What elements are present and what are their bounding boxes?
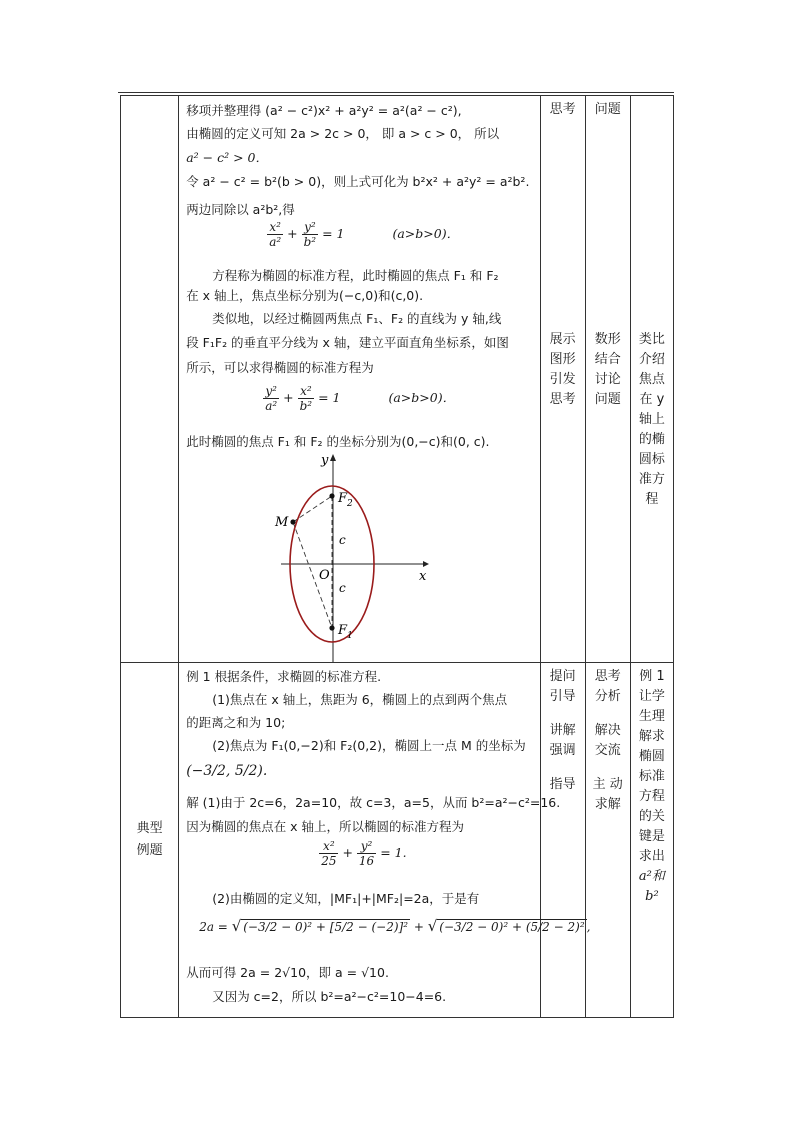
teacher-activity: 讲解 [549, 723, 576, 738]
text-line: 段 F₁F₂ 的垂直平分线为 x 轴，建立平面直角坐标系，如图 [186, 335, 509, 350]
point-m-coordinates: (−3/2, 5/2). [186, 763, 268, 779]
intent-text: 生理 [638, 709, 665, 724]
text-line: 所示，可以求得椭圆的标准方程为 [186, 360, 374, 375]
intent-text: 轴上 [638, 412, 665, 427]
intent-text: 圆标 [638, 452, 665, 467]
intent-text: 解求 [638, 729, 665, 744]
text-line: 从而可得 2a = 2√10，即 a = √10. [186, 965, 389, 980]
intent-text: 在 y [639, 392, 665, 407]
text-line: 移项并整理得 (a² − c²)x² + a²y² = a²(a² − c²), [186, 103, 462, 118]
equation-condition: (a>b>0)． [388, 390, 456, 405]
teacher-activity-cell [540, 96, 585, 663]
student-activity: 数形 [594, 332, 621, 347]
student-activity: 分析 [594, 689, 621, 704]
student-activity: 问题 [594, 102, 621, 117]
distance-equation: 2a = √ (−3/2 − 0)² + [5/2 − (−2)]² + √ (−3/2 − 0)² + (5/2 − 2)² , [199, 917, 591, 935]
stage-cell [121, 663, 179, 1018]
teacher-activity: 引导 [549, 689, 576, 704]
content-cell [179, 96, 540, 663]
text-line: 因为椭圆的焦点在 x 轴上，所以椭圆的标准方程为 [186, 819, 465, 834]
text-line: 由椭圆的定义可知 2a > 2c > 0， 即 a > c > 0， 所以 [186, 126, 500, 141]
teacher-activity: 强调 [549, 743, 576, 758]
intent-text: 求出 [638, 849, 665, 864]
equation-y-axis: $\frac{\text{y²}}{\text{a²}}$ + $\frac{\text{x²}}{\text{b²}}$ = 1 (a>b>0)． [265, 384, 456, 413]
text-line: (1)焦点在 x 轴上，焦距为 6，椭圆上的点到两个焦点 [212, 692, 508, 707]
text-line: 令 a² − c² = b²(b > 0)，则上式可化为 b²x² + a²y² = a²b². [186, 174, 530, 189]
ellipse-figure [275, 452, 429, 664]
text-line: 又因为 c=2，所以 b²=a²−c²=10−4=6. [212, 989, 447, 1004]
teacher-activity: 展示 [549, 332, 576, 347]
teacher-activity: 图形 [549, 352, 576, 367]
text-line: 此时椭圆的焦点 F₁ 和 F₂ 的坐标分别为(0,−c)和(0, c). [186, 434, 490, 449]
intent-text: 介绍 [638, 352, 665, 367]
teacher-activity: 思考 [549, 392, 576, 407]
top-rule [118, 92, 674, 93]
intent-text: 椭圆 [638, 749, 665, 764]
segment-c-lower-label: c [339, 581, 346, 595]
table-row [121, 663, 674, 1018]
intent-text: 程 [645, 492, 659, 507]
intent-text: b² [645, 889, 659, 904]
text-line: 在 x 轴上，焦点坐标分别为(−c,0)和(c,0). [186, 288, 424, 303]
text-line: (2)焦点为 F₁(0,−2)和 F₂(0,2)，椭圆上一点 M 的坐标为 [212, 738, 526, 753]
intent-text: 例 1 [639, 669, 665, 684]
student-activity-cell [585, 663, 630, 1018]
intent-text: 标准 [638, 769, 665, 784]
point-m [291, 519, 296, 524]
focus-f2-subscript: 2 [347, 499, 353, 509]
design-intent-cell [630, 96, 673, 663]
origin-label: O [319, 568, 330, 583]
student-activity: 主 动 [592, 777, 623, 792]
student-activity: 求解 [594, 797, 621, 812]
focus-f2-label: F [338, 491, 348, 506]
student-activity: 思考 [594, 669, 621, 684]
intent-text: a²和 [638, 869, 665, 884]
intent-text: 的椭 [638, 432, 665, 447]
intent-text: 准方 [638, 472, 665, 487]
text-line: 两边同除以 a²b²,得 [186, 202, 295, 217]
equation-x-axis: $\frac{\text{x²}}{\text{a²}}$ + $\frac{\text{y²}}{\text{b²}}$ = 1 (a>b>0)． [269, 220, 460, 249]
focus-f1-label: F [338, 623, 348, 638]
intent-text: 让学 [638, 689, 665, 704]
student-activity: 讨论 [594, 372, 621, 387]
y-axis-label: y [321, 453, 329, 468]
intent-text: 的关 [638, 809, 665, 824]
teacher-activity-cell [540, 663, 585, 1018]
x-axis-arrow [423, 561, 429, 567]
design-intent-cell [630, 663, 673, 1018]
focus-f1-point [330, 625, 335, 630]
text-line: 类似地，以经过椭圆两焦点 F₁、F₂ 的直线为 y 轴,线 [212, 311, 502, 326]
text-line: 解 (1)由于 2c=6，2a=10，故 c=3，a=5，从而 b²=a²−c²=16. [186, 795, 561, 810]
student-activity: 结合 [594, 352, 621, 367]
stage-label: 例题 [136, 843, 163, 858]
intent-text: 焦点 [638, 372, 665, 387]
table-row [121, 96, 674, 663]
example-title: 例 1 根据条件，求椭圆的标准方程. [186, 669, 382, 684]
student-activity-cell [585, 96, 630, 663]
intent-text: 方程 [638, 789, 665, 804]
teacher-activity: 指导 [549, 777, 576, 792]
student-activity: 解决 [594, 723, 621, 738]
answer-equation-1: $\frac{\text{x²}}{25}$ + $\frac{\text{y²}}{16}$ = 1. [321, 839, 407, 868]
focus-f2-point [330, 493, 335, 498]
focus-f1-subscript: 1 [347, 631, 353, 641]
intent-text: 类比 [638, 332, 665, 347]
lesson-plan-table [120, 95, 674, 1018]
text-line: a² − c² > 0． [186, 150, 268, 165]
point-m-label: M [275, 515, 289, 530]
stage-label: 典型 [136, 821, 163, 836]
teacher-activity: 引发 [549, 372, 576, 387]
segment-c-upper-label: c [339, 533, 346, 547]
text-line: 方程称为椭圆的标准方程，此时椭圆的焦点 F₁ 和 F₂ [212, 268, 499, 283]
text-line: (2)由椭圆的定义知，|MF₁|+|MF₂|=2a，于是有 [212, 891, 480, 906]
teacher-activity: 提问 [549, 669, 576, 684]
intent-text: 键是 [638, 829, 665, 844]
stage-cell-empty [121, 96, 179, 663]
x-axis-label: x [419, 569, 427, 584]
text-line: 的距离之和为 10; [186, 715, 286, 730]
y-axis-arrow [330, 454, 336, 461]
student-activity: 问题 [594, 392, 621, 407]
teacher-activity: 思考 [549, 102, 576, 117]
segment-mf2 [293, 496, 332, 522]
student-activity: 交流 [594, 743, 621, 758]
equation-condition: (a>b>0)． [392, 226, 460, 241]
